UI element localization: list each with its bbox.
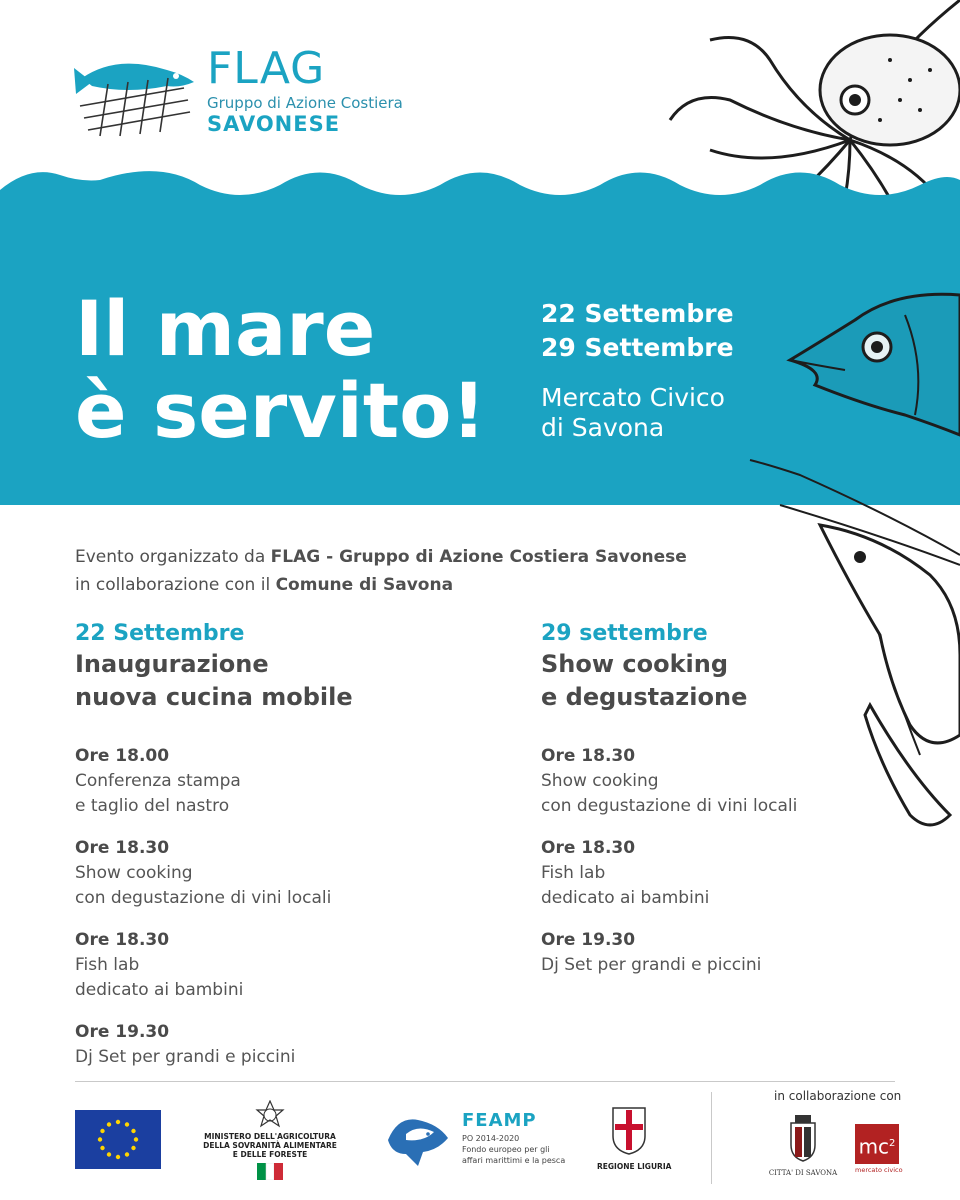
ministry-line-3: E DELLE FORESTE — [232, 1150, 308, 1159]
event-time: Ore 18.30 — [541, 746, 636, 766]
liguria-crest-icon — [609, 1106, 649, 1156]
day-label: 22 Settembre — [75, 621, 245, 646]
italy-flag-icon — [257, 1163, 283, 1180]
logo-title: FLAG — [207, 43, 326, 94]
event-item — [75, 744, 495, 819]
ministry-line-2: DELLA SOVRANITÀ ALIMENTARE — [203, 1141, 337, 1150]
event-desc-line-2: dedicato ai bambini — [75, 980, 244, 1000]
event-desc-line-1: Show cooking — [75, 863, 193, 883]
liguria-label: REGIONE LIGURIA — [597, 1162, 672, 1171]
feamp-line-2: Fondo europeo per gli — [462, 1145, 550, 1154]
event-desc-line-2: con degustazione di vini locali — [541, 796, 798, 816]
event-list — [541, 744, 960, 978]
mc-caption: mercato civico — [855, 1166, 903, 1174]
event-item — [541, 928, 960, 978]
feamp-line-1: PO 2014-2020 — [462, 1134, 520, 1143]
day-heading-line-1: Show cooking — [541, 650, 729, 678]
feamp-hand-fish-icon — [378, 1110, 458, 1172]
title-line-2: è servito! — [75, 366, 487, 455]
event-intro — [75, 543, 687, 599]
intro-prefix-1: Evento organizzato da — [75, 547, 271, 567]
fish-illustration-icon — [785, 275, 960, 455]
event-desc-line-1: Conferenza stampa — [75, 771, 241, 791]
day-heading-line-2: nuova cucina mobile — [75, 683, 353, 711]
event-desc-line-1: Show cooking — [541, 771, 659, 791]
event-time: Ore 18.00 — [75, 746, 170, 766]
event-time: Ore 19.30 — [75, 1022, 170, 1042]
italy-emblem-icon — [255, 1100, 285, 1128]
event-desc-line-2: dedicato ai bambini — [541, 888, 710, 908]
event-time: Ore 18.30 — [75, 930, 170, 950]
liguria-logo — [597, 1106, 672, 1176]
logo-region: SAVONESE — [207, 112, 341, 136]
event-item — [541, 836, 960, 911]
event-item — [75, 1020, 495, 1070]
ministry-logo — [200, 1100, 340, 1184]
mc-sup: 2 — [889, 1138, 896, 1149]
event-desc-line-2: e taglio del nastro — [75, 796, 230, 816]
program-day-1 — [75, 620, 495, 1087]
flag-logo — [72, 42, 403, 142]
event-item — [75, 928, 495, 1003]
venue-line-1: Mercato Civico — [541, 383, 725, 412]
event-item — [541, 744, 960, 819]
collab-label: in collaborazione con — [774, 1089, 902, 1103]
program-day-2 — [541, 620, 960, 995]
intro-line-1 — [75, 543, 687, 571]
event-desc-line-1: Fish lab — [541, 863, 606, 883]
feamp-title: FEAMP — [462, 1110, 537, 1131]
savona-crest-icon — [783, 1113, 823, 1163]
event-time: Ore 18.30 — [75, 838, 170, 858]
day-heading-line-2: e degustazione — [541, 683, 748, 711]
footer-separator — [711, 1092, 712, 1184]
venue-line-2: di Savona — [541, 413, 665, 442]
mercato-civico-logo — [855, 1124, 903, 1184]
event-desc-line-1: Dj Set per grandi e piccini — [75, 1047, 296, 1067]
intro-partner: Comune di Savona — [275, 575, 454, 595]
feamp-line-3: affari marittimi e la pesca — [462, 1156, 566, 1165]
savona-logo — [768, 1113, 838, 1183]
event-time: Ore 18.30 — [541, 838, 636, 858]
savona-label: CITTA' DI SAVONA — [768, 1169, 838, 1177]
day-label: 29 settembre — [541, 621, 708, 646]
intro-line-2 — [75, 571, 687, 599]
hero-date-1: 22 Settembre — [541, 299, 734, 328]
event-title — [75, 284, 487, 455]
event-list — [75, 744, 495, 1070]
event-desc-line-1: Dj Set per grandi e piccini — [541, 955, 762, 975]
ministry-line-1: MINISTERO DELL'AGRICOLTURA — [204, 1132, 336, 1141]
mc-badge — [855, 1124, 899, 1164]
intro-organizer: FLAG - Gruppo di Azione Costiera Savonese — [270, 547, 687, 567]
event-item — [75, 836, 495, 911]
day-heading-line-1: Inaugurazione — [75, 650, 269, 678]
hero-date-2: 29 Settembre — [541, 333, 734, 362]
eu-flag-icon — [75, 1110, 161, 1169]
event-time: Ore 19.30 — [541, 930, 636, 950]
title-line-1: Il mare — [75, 284, 376, 373]
logo-subtitle: Gruppo di Azione Costiera — [207, 94, 403, 112]
intro-prefix-2: in collaborazione con il — [75, 575, 276, 595]
mc-text: mc — [858, 1134, 890, 1159]
feamp-logo — [378, 1110, 578, 1180]
event-desc-line-1: Fish lab — [75, 955, 140, 975]
event-desc-line-2: con degustazione di vini locali — [75, 888, 332, 908]
footer-divider — [75, 1081, 895, 1082]
flag-fish-logo-icon — [72, 48, 202, 138]
